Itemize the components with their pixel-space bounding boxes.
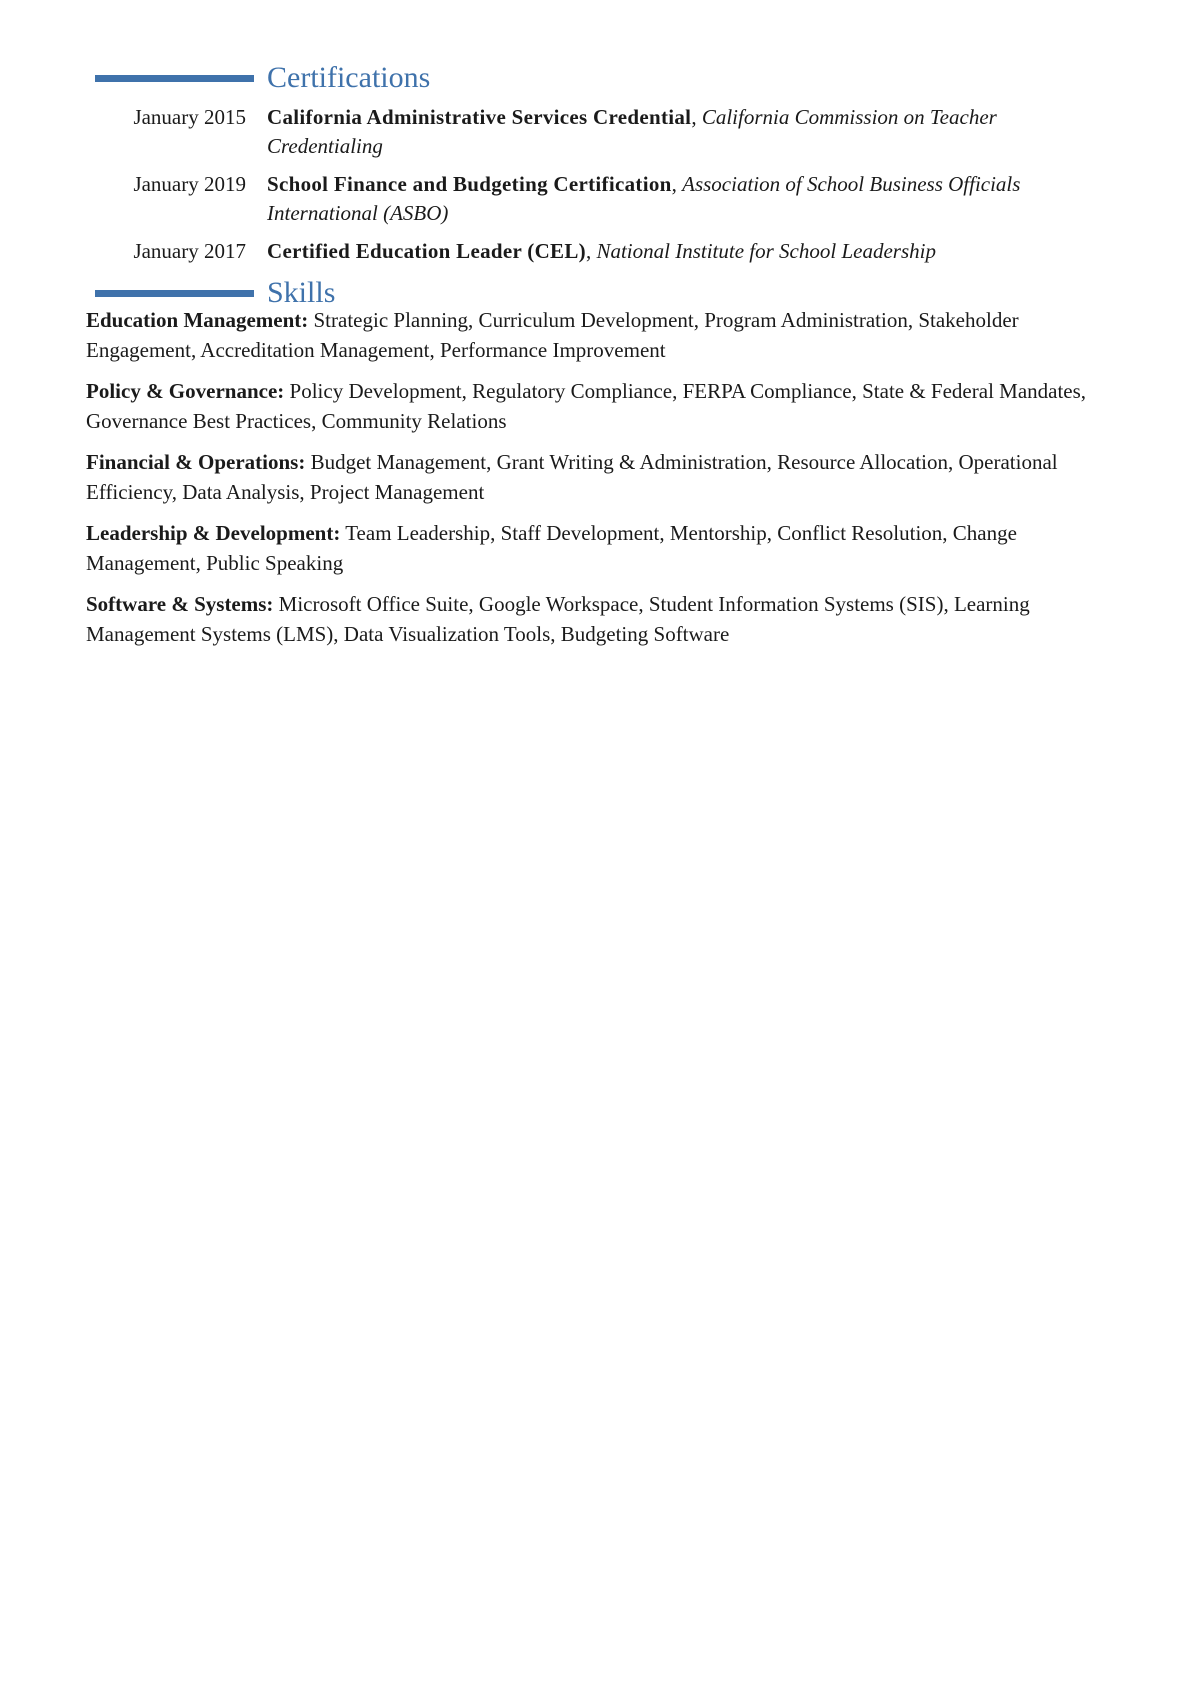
skill-group: [86, 448, 1126, 507]
skill-items: Budget Management, Grant Writing & Administration, Resource Allocation, Operational Efficiency, Data Analysis, Project Management: [86, 450, 1058, 504]
section-rule: [95, 290, 254, 297]
skill-items: Team Leadership, Staff Development, Mentorship, Conflict Resolution, Change Management, Public Speaking: [86, 521, 1017, 575]
skill-group: [86, 306, 1126, 365]
skill-items: Microsoft Office Suite, Google Workspace, Student Information Systems (SIS), Learning Management Systems (LMS), Data Visualization Tools, Budgeting Software: [86, 592, 1030, 646]
skill-category: Financial & Operations:: [86, 450, 306, 474]
certification-issuer: Association of School Business Officials International (ASBO): [267, 172, 1021, 225]
skill-items: Policy Development, Regulatory Compliance, FERPA Compliance, State & Federal Mandates, Governance Best Practices, Community Relations: [86, 379, 1087, 433]
skill-category: Education Management:: [86, 308, 309, 332]
section-rule: [95, 75, 254, 82]
certification-name: Certified Education Leader (CEL): [267, 239, 586, 263]
certification-name: School Finance and Budgeting Certification: [267, 172, 672, 196]
certification-date: January 2015: [133, 105, 246, 129]
certification-date: January 2019: [133, 172, 246, 196]
skill-category: Leadership & Development:: [86, 521, 341, 545]
certification-name: California Administrative Services Credential: [267, 105, 692, 129]
skill-group: [86, 377, 1126, 436]
certifications-section-header: [95, 60, 430, 96]
certification-date: January 2017: [133, 239, 246, 263]
skill-items: Strategic Planning, Curriculum Development, Program Administration, Stakeholder Engagement, Accreditation Management, Performance Improvement: [86, 308, 1019, 362]
certification-issuer: National Institute for School Leadership: [596, 239, 936, 263]
skill-category: Software & Systems:: [86, 592, 274, 616]
skills-list: [86, 306, 1126, 661]
section-title: Skills: [267, 276, 336, 309]
section-title: Certifications: [267, 61, 431, 94]
skill-group: [86, 590, 1126, 649]
skill-category: Policy & Governance:: [86, 379, 285, 403]
certification-issuer: California Commission on Teacher Credentialing: [267, 105, 997, 158]
skill-group: [86, 519, 1126, 578]
